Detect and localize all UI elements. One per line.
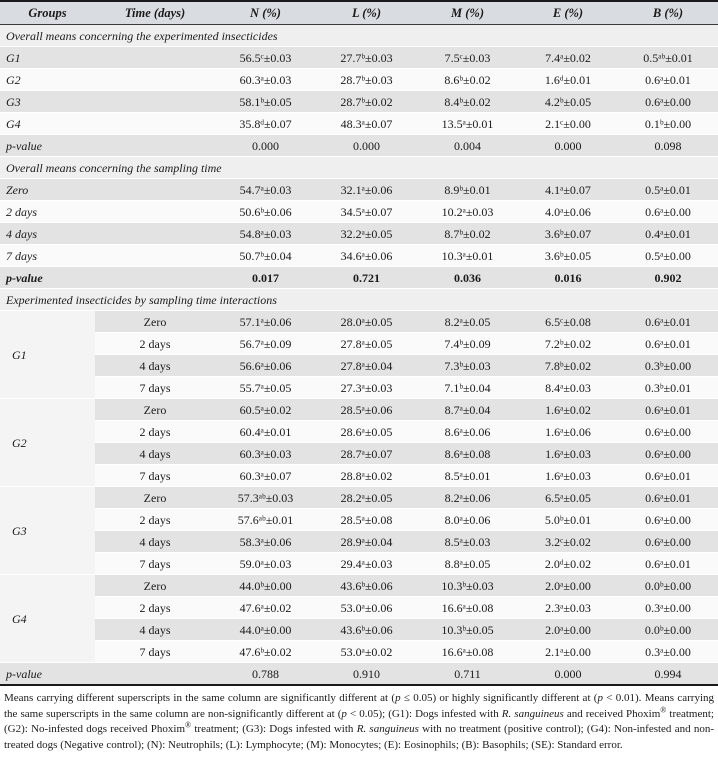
value-cell-m: 10.2ᵃ±0.03 bbox=[417, 201, 518, 223]
value-cell-e: 2.1ᵃ±0.00 bbox=[518, 641, 618, 663]
group-label-g3: G3 bbox=[0, 487, 95, 575]
value-cell-e: 0.000 bbox=[518, 663, 618, 686]
value-cell-m: 0.004 bbox=[417, 135, 518, 157]
time-cell: 7 days bbox=[95, 641, 215, 663]
row-label: p-value bbox=[0, 267, 215, 289]
value-cell-b: 0.994 bbox=[618, 663, 718, 686]
value-cell-e: 5.0ᵇ±0.01 bbox=[518, 509, 618, 531]
row-g4-2days bbox=[0, 597, 718, 619]
value-cell-m: 7.5ᶜ±0.03 bbox=[417, 47, 518, 69]
value-cell-m: 8.2ᵃ±0.05 bbox=[417, 311, 518, 333]
time-cell: 7 days bbox=[95, 465, 215, 487]
value-cell-e: 1.6ᵃ±0.03 bbox=[518, 465, 618, 487]
value-cell-e: 2.0ᵃ±0.00 bbox=[518, 619, 618, 641]
value-cell-m: 7.3ᵇ±0.03 bbox=[417, 355, 518, 377]
value-cell-m: 8.7ᵇ±0.02 bbox=[417, 223, 518, 245]
footnote-text: Means carrying different superscripts in the same column are significantly different at ( bbox=[4, 692, 396, 704]
value-cell-b: 0.6ᵃ±0.01 bbox=[618, 465, 718, 487]
value-cell-l: 53.0ᵃ±0.02 bbox=[316, 641, 417, 663]
row-g1-zero bbox=[0, 311, 718, 333]
value-cell-b: 0.902 bbox=[618, 267, 718, 289]
row-g3-4days bbox=[0, 531, 718, 553]
row-g2-4days bbox=[0, 443, 718, 465]
row-g4-4days bbox=[0, 619, 718, 641]
time-cell: Zero bbox=[95, 399, 215, 421]
value-cell-b: 0.1ᵇ±0.00 bbox=[618, 113, 718, 135]
value-cell-l: 28.0ᵃ±0.05 bbox=[316, 311, 417, 333]
group-label-g2: G2 bbox=[0, 399, 95, 487]
row-g3 bbox=[0, 91, 718, 113]
value-cell-n: 0.788 bbox=[215, 663, 316, 686]
row-g1 bbox=[0, 47, 718, 69]
footnote-text: < 0.01). Means carrying the same superscripts in the same column are non-significantly different at ( bbox=[4, 692, 715, 720]
value-cell-e: 3.6ᵇ±0.05 bbox=[518, 245, 618, 267]
row-zero bbox=[0, 179, 718, 201]
value-cell-l: 28.7ᵇ±0.02 bbox=[316, 91, 417, 113]
value-cell-m: 16.6ᵃ±0.08 bbox=[417, 597, 518, 619]
value-cell-l: 48.3ᵃ±0.07 bbox=[316, 113, 417, 135]
value-cell-b: 0.0ᵇ±0.00 bbox=[618, 619, 718, 641]
registered-trademark-symbol: ® bbox=[185, 720, 192, 730]
group-label-g4: G4 bbox=[0, 575, 95, 663]
footnote-text: p bbox=[597, 692, 603, 704]
value-cell-l: 27.8ᵃ±0.04 bbox=[316, 355, 417, 377]
row-g4-7days bbox=[0, 641, 718, 663]
col-header-l: L (%) bbox=[316, 1, 417, 25]
value-cell-b: 0.6ᵃ±0.00 bbox=[618, 531, 718, 553]
value-cell-b: 0.5ᵃ±0.00 bbox=[618, 245, 718, 267]
row-g2-zero bbox=[0, 399, 718, 421]
value-cell-m: 10.3ᵃ±0.01 bbox=[417, 245, 518, 267]
row-g1-2days bbox=[0, 333, 718, 355]
value-cell-m: 8.6ᵃ±0.06 bbox=[417, 421, 518, 443]
value-cell-n: 35.8ᵈ±0.07 bbox=[215, 113, 316, 135]
value-cell-m: 7.4ᵇ±0.09 bbox=[417, 333, 518, 355]
row-label: 7 days bbox=[0, 245, 215, 267]
value-cell-l: 53.0ᵃ±0.06 bbox=[316, 597, 417, 619]
footnote-text: p bbox=[341, 707, 347, 720]
row-2days bbox=[0, 201, 718, 223]
value-cell-m: 0.036 bbox=[417, 267, 518, 289]
col-header-b: B (%) bbox=[618, 1, 718, 25]
value-cell-b: 0.098 bbox=[618, 135, 718, 157]
value-cell-n: 47.6ᵃ±0.02 bbox=[215, 597, 316, 619]
value-cell-e: 2.3ᵃ±0.03 bbox=[518, 597, 618, 619]
value-cell-n: 57.1ᵃ±0.06 bbox=[215, 311, 316, 333]
value-cell-l: 27.8ᵃ±0.05 bbox=[316, 333, 417, 355]
row-g2-7days bbox=[0, 465, 718, 487]
time-cell: 2 days bbox=[95, 333, 215, 355]
value-cell-e: 2.1ᶜ±0.00 bbox=[518, 113, 618, 135]
value-cell-m: 8.4ᵇ±0.02 bbox=[417, 91, 518, 113]
row-label: G3 bbox=[0, 91, 215, 113]
registered-trademark-symbol: ® bbox=[660, 704, 667, 714]
row-pvalue-sampling bbox=[0, 267, 718, 289]
value-cell-n: 55.7ᵃ±0.05 bbox=[215, 377, 316, 399]
time-cell: 2 days bbox=[95, 421, 215, 443]
footnote-text: treatment; (G3): Dogs infested with bbox=[191, 723, 357, 735]
value-cell-l: 28.2ᵃ±0.05 bbox=[316, 487, 417, 509]
time-cell: 4 days bbox=[95, 355, 215, 377]
value-cell-m: 8.6ᵇ±0.02 bbox=[417, 69, 518, 91]
value-cell-n: 60.3ᵃ±0.07 bbox=[215, 465, 316, 487]
value-cell-e: 6.5ᶜ±0.08 bbox=[518, 311, 618, 333]
row-g3-7days bbox=[0, 553, 718, 575]
value-cell-b: 0.6ᵃ±0.01 bbox=[618, 399, 718, 421]
value-cell-n: 56.7ᵃ±0.09 bbox=[215, 333, 316, 355]
value-cell-e: 6.5ᵃ±0.05 bbox=[518, 487, 618, 509]
col-header-m: M (%) bbox=[417, 1, 518, 25]
footnote-text: with no treatment (positive control); (G4): Non-infested and non-treated dogs (Negative control); (N): Neutrophils; (L): Lymphocyte; (M): Monocytes; (E): Eosinophils; (B): Basophils; (SE): Standard error. bbox=[4, 723, 714, 751]
value-cell-e: 1.6ᵈ±0.01 bbox=[518, 69, 618, 91]
value-cell-e: 1.6ᵃ±0.06 bbox=[518, 421, 618, 443]
value-cell-b: 0.5ᵃᵇ±0.01 bbox=[618, 47, 718, 69]
value-cell-n: 59.0ᵃ±0.03 bbox=[215, 553, 316, 575]
row-g1-4days bbox=[0, 355, 718, 377]
row-g3-zero bbox=[0, 487, 718, 509]
value-cell-b: 0.6ᵃ±0.01 bbox=[618, 553, 718, 575]
value-cell-m: 10.3ᵇ±0.03 bbox=[417, 575, 518, 597]
value-cell-e: 7.4ᵃ±0.02 bbox=[518, 47, 618, 69]
value-cell-n: 44.0ᵇ±0.00 bbox=[215, 575, 316, 597]
value-cell-e: 1.6ᵃ±0.03 bbox=[518, 443, 618, 465]
value-cell-b: 0.6ᵃ±0.00 bbox=[618, 443, 718, 465]
value-cell-b: 0.0ᵇ±0.00 bbox=[618, 575, 718, 597]
col-header-time: Time (days) bbox=[95, 1, 215, 25]
row-4days bbox=[0, 223, 718, 245]
value-cell-l: 34.6ᵃ±0.06 bbox=[316, 245, 417, 267]
value-cell-n: 56.5ᶜ±0.03 bbox=[215, 47, 316, 69]
value-cell-n: 60.5ᵃ±0.02 bbox=[215, 399, 316, 421]
time-cell: 2 days bbox=[95, 597, 215, 619]
value-cell-n: 0.000 bbox=[215, 135, 316, 157]
footnote-text: < 0.05); (G1): Dogs infested with bbox=[346, 707, 502, 720]
row-label: p-value bbox=[0, 663, 215, 686]
value-cell-n: 54.8ᵃ±0.03 bbox=[215, 223, 316, 245]
value-cell-l: 0.910 bbox=[316, 663, 417, 686]
row-label: Zero bbox=[0, 179, 215, 201]
time-cell: 4 days bbox=[95, 443, 215, 465]
value-cell-m: 0.711 bbox=[417, 663, 518, 686]
value-cell-e: 0.016 bbox=[518, 267, 618, 289]
value-cell-m: 16.6ᵃ±0.08 bbox=[417, 641, 518, 663]
value-cell-n: 57.3ᵃᵇ±0.03 bbox=[215, 487, 316, 509]
footnote-text: and received Phoxim bbox=[563, 707, 661, 720]
value-cell-n: 60.4ᵃ±0.01 bbox=[215, 421, 316, 443]
value-cell-n: 50.7ᵇ±0.04 bbox=[215, 245, 316, 267]
value-cell-l: 34.5ᵃ±0.07 bbox=[316, 201, 417, 223]
row-g2-2days bbox=[0, 421, 718, 443]
value-cell-b: 0.6ᵃ±0.01 bbox=[618, 311, 718, 333]
row-label: 4 days bbox=[0, 223, 215, 245]
value-cell-n: 58.3ᵃ±0.06 bbox=[215, 531, 316, 553]
value-cell-m: 8.2ᵃ±0.06 bbox=[417, 487, 518, 509]
value-cell-e: 4.2ᵇ±0.05 bbox=[518, 91, 618, 113]
value-cell-e: 7.8ᵇ±0.02 bbox=[518, 355, 618, 377]
value-cell-b: 0.6ᵃ±0.01 bbox=[618, 69, 718, 91]
value-cell-n: 56.6ᵃ±0.06 bbox=[215, 355, 316, 377]
section-title: Experimented insecticides by sampling time interactions bbox=[0, 289, 718, 311]
row-pvalue-insecticides bbox=[0, 135, 718, 157]
footnote-text: treatment; (G2): No-infested dogs received Phoxim bbox=[4, 707, 714, 735]
value-cell-b: 0.4ᵃ±0.01 bbox=[618, 223, 718, 245]
row-label: G4 bbox=[0, 113, 215, 135]
value-cell-n: 44.0ᵃ±0.00 bbox=[215, 619, 316, 641]
value-cell-n: 57.6ᵃᵇ±0.01 bbox=[215, 509, 316, 531]
section-row-sampling-time bbox=[0, 157, 718, 179]
value-cell-b: 0.6ᵃ±0.00 bbox=[618, 421, 718, 443]
row-pvalue-interactions bbox=[0, 663, 718, 686]
value-cell-b: 0.6ᵃ±0.01 bbox=[618, 487, 718, 509]
value-cell-l: 28.6ᵃ±0.05 bbox=[316, 421, 417, 443]
row-label: p-value bbox=[0, 135, 215, 157]
value-cell-m: 8.8ᵃ±0.05 bbox=[417, 553, 518, 575]
time-cell: 2 days bbox=[95, 509, 215, 531]
value-cell-l: 0.721 bbox=[316, 267, 417, 289]
value-cell-e: 3.2ᶜ±0.02 bbox=[518, 531, 618, 553]
value-cell-e: 4.0ᵃ±0.06 bbox=[518, 201, 618, 223]
row-g1-7days bbox=[0, 377, 718, 399]
time-cell: Zero bbox=[95, 575, 215, 597]
value-cell-b: 0.5ᵃ±0.01 bbox=[618, 179, 718, 201]
footnote-text: R. sanguineus bbox=[501, 707, 564, 720]
value-cell-e: 2.0ᵈ±0.02 bbox=[518, 553, 618, 575]
row-g2 bbox=[0, 69, 718, 91]
row-label: G2 bbox=[0, 69, 215, 91]
value-cell-l: 32.1ᵃ±0.06 bbox=[316, 179, 417, 201]
value-cell-l: 32.2ᵃ±0.05 bbox=[316, 223, 417, 245]
value-cell-n: 50.6ᵇ±0.06 bbox=[215, 201, 316, 223]
section-row-interactions bbox=[0, 289, 718, 311]
time-cell: 7 days bbox=[95, 377, 215, 399]
row-label: G1 bbox=[0, 47, 215, 69]
value-cell-n: 47.6ᵇ±0.02 bbox=[215, 641, 316, 663]
value-cell-m: 7.1ᵇ±0.04 bbox=[417, 377, 518, 399]
value-cell-b: 0.6ᵃ±0.00 bbox=[618, 91, 718, 113]
time-cell: Zero bbox=[95, 311, 215, 333]
value-cell-l: 28.8ᵃ±0.02 bbox=[316, 465, 417, 487]
value-cell-m: 8.5ᵃ±0.01 bbox=[417, 465, 518, 487]
col-header-n: N (%) bbox=[215, 1, 316, 25]
value-cell-b: 0.3ᵇ±0.00 bbox=[618, 355, 718, 377]
value-cell-b: 0.3ᵃ±0.00 bbox=[618, 641, 718, 663]
value-cell-l: 28.5ᵃ±0.08 bbox=[316, 509, 417, 531]
footnote-text: p bbox=[395, 692, 401, 704]
footnote-text: ≤ 0.05) or highly significantly different at ( bbox=[400, 692, 598, 704]
time-cell: 4 days bbox=[95, 531, 215, 553]
value-cell-b: 0.3ᵇ±0.01 bbox=[618, 377, 718, 399]
value-cell-e: 2.0ᵃ±0.00 bbox=[518, 575, 618, 597]
table-footnote bbox=[0, 686, 718, 757]
section-row-insecticides bbox=[0, 25, 718, 47]
value-cell-l: 43.6ᵇ±0.06 bbox=[316, 619, 417, 641]
value-cell-l: 28.9ᵃ±0.04 bbox=[316, 531, 417, 553]
value-cell-m: 8.9ᵇ±0.01 bbox=[417, 179, 518, 201]
section-title: Overall means concerning the experimented insecticides bbox=[0, 25, 718, 47]
value-cell-l: 0.000 bbox=[316, 135, 417, 157]
value-cell-e: 0.000 bbox=[518, 135, 618, 157]
group-label-g1: G1 bbox=[0, 311, 95, 399]
row-g4-zero bbox=[0, 575, 718, 597]
value-cell-n: 60.3ᵃ±0.03 bbox=[215, 443, 316, 465]
time-cell: 7 days bbox=[95, 553, 215, 575]
col-header-e: E (%) bbox=[518, 1, 618, 25]
value-cell-m: 13.5ᵃ±0.01 bbox=[417, 113, 518, 135]
value-cell-b: 0.6ᵃ±0.01 bbox=[618, 333, 718, 355]
row-label: 2 days bbox=[0, 201, 215, 223]
value-cell-e: 8.4ᵃ±0.03 bbox=[518, 377, 618, 399]
value-cell-m: 8.6ᵃ±0.08 bbox=[417, 443, 518, 465]
row-g4 bbox=[0, 113, 718, 135]
value-cell-e: 4.1ᵃ±0.07 bbox=[518, 179, 618, 201]
value-cell-n: 54.7ᵃ±0.03 bbox=[215, 179, 316, 201]
time-cell: 4 days bbox=[95, 619, 215, 641]
time-cell: Zero bbox=[95, 487, 215, 509]
value-cell-m: 8.0ᵃ±0.06 bbox=[417, 509, 518, 531]
value-cell-n: 58.1ᵇ±0.05 bbox=[215, 91, 316, 113]
value-cell-l: 28.7ᵃ±0.07 bbox=[316, 443, 417, 465]
section-title: Overall means concerning the sampling time bbox=[0, 157, 718, 179]
col-header-groups: Groups bbox=[0, 1, 95, 25]
row-g3-2days bbox=[0, 509, 718, 531]
row-7days bbox=[0, 245, 718, 267]
value-cell-m: 8.5ᵃ±0.03 bbox=[417, 531, 518, 553]
value-cell-l: 29.4ᵃ±0.03 bbox=[316, 553, 417, 575]
value-cell-l: 28.5ᵃ±0.06 bbox=[316, 399, 417, 421]
table-header-row bbox=[0, 1, 718, 25]
value-cell-e: 1.6ᵃ±0.02 bbox=[518, 399, 618, 421]
value-cell-n: 0.017 bbox=[215, 267, 316, 289]
value-cell-b: 0.6ᵃ±0.00 bbox=[618, 201, 718, 223]
value-cell-l: 43.6ᵇ±0.06 bbox=[316, 575, 417, 597]
value-cell-l: 27.7ᵇ±0.03 bbox=[316, 47, 417, 69]
value-cell-b: 0.3ᵃ±0.00 bbox=[618, 597, 718, 619]
value-cell-b: 0.6ᵃ±0.00 bbox=[618, 509, 718, 531]
value-cell-m: 10.3ᵇ±0.05 bbox=[417, 619, 518, 641]
value-cell-m: 8.7ᵃ±0.04 bbox=[417, 399, 518, 421]
value-cell-e: 7.2ᵇ±0.02 bbox=[518, 333, 618, 355]
value-cell-l: 28.7ᵇ±0.03 bbox=[316, 69, 417, 91]
value-cell-n: 60.3ᵃ±0.03 bbox=[215, 69, 316, 91]
value-cell-e: 3.6ᵇ±0.07 bbox=[518, 223, 618, 245]
value-cell-l: 27.3ᵃ±0.03 bbox=[316, 377, 417, 399]
footnote-text: R. sanguineus bbox=[356, 723, 419, 735]
